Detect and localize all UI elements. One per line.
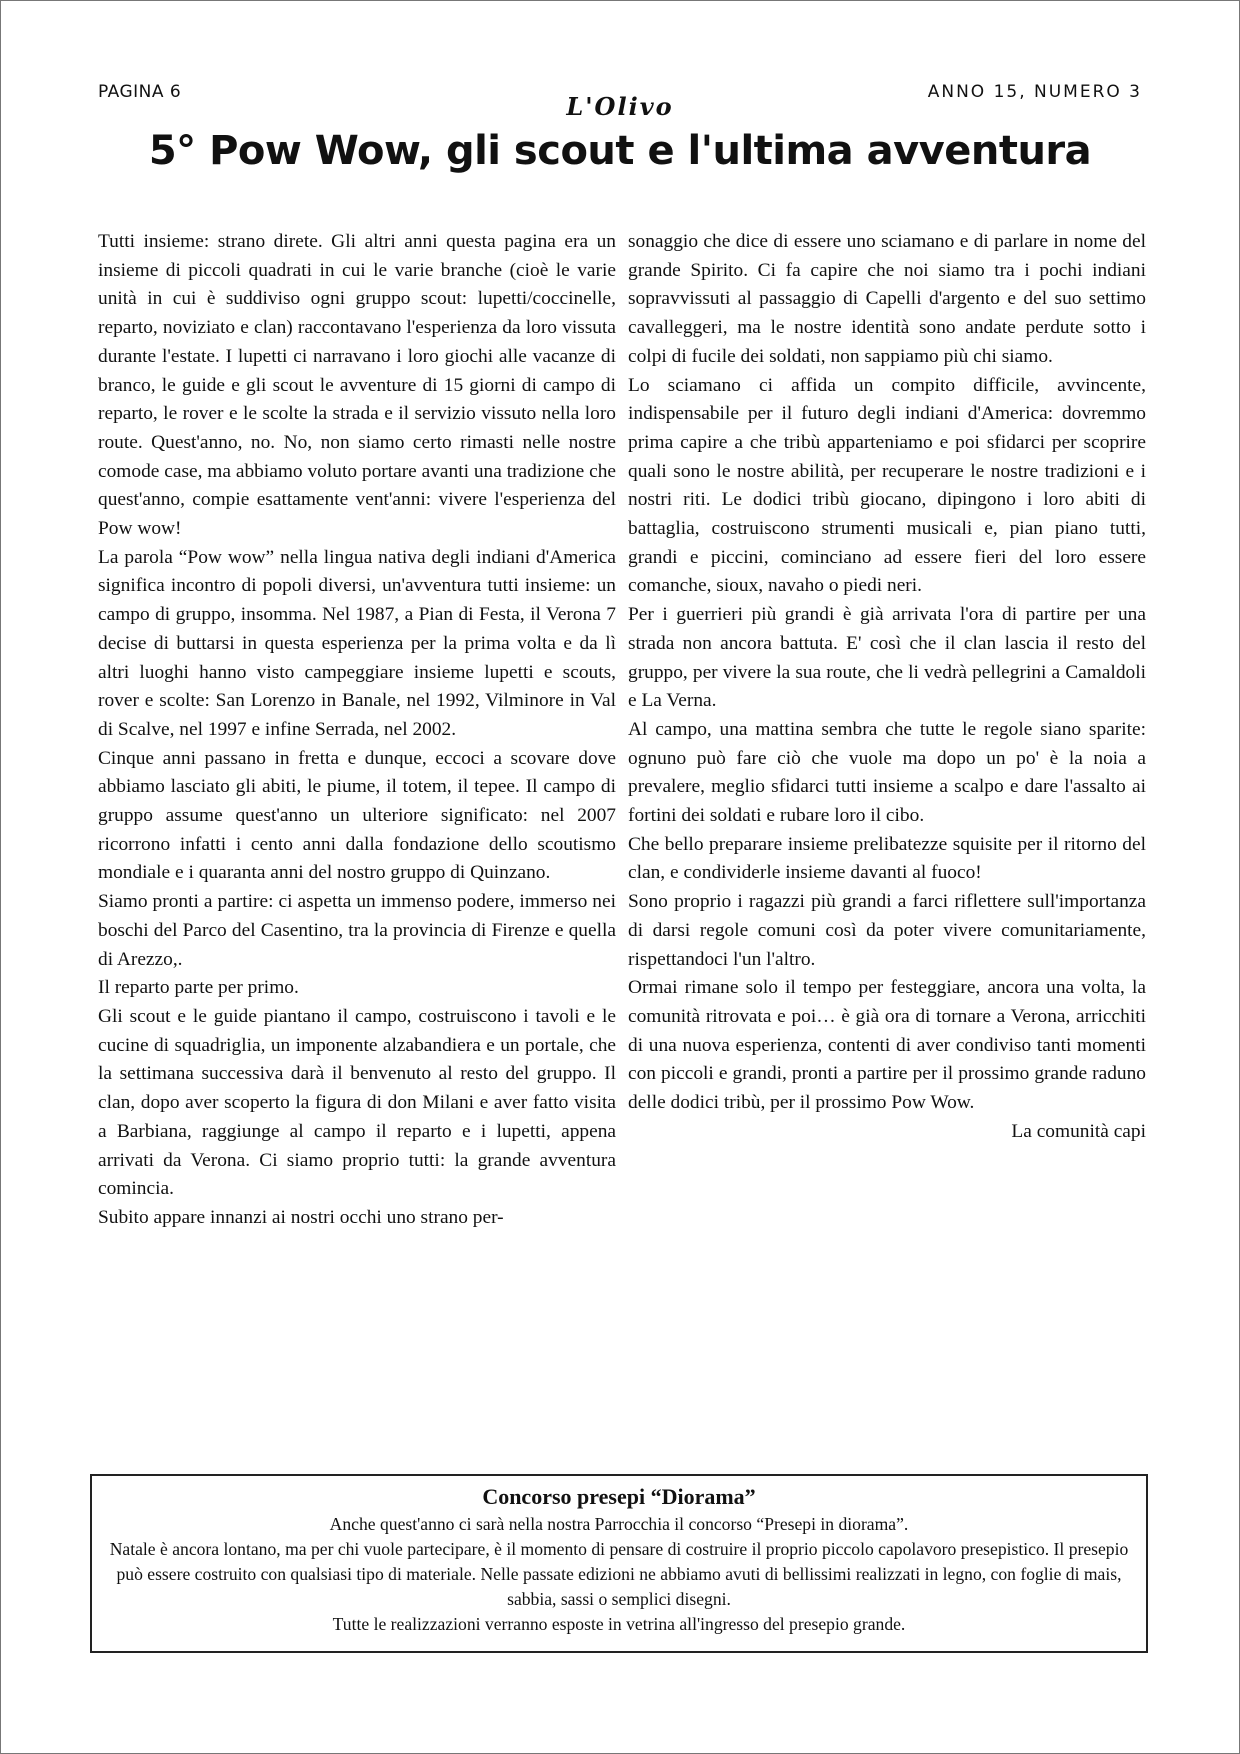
paragraph: Lo sciamano ci affida un compito difficile, avvincente, indispensabile per il futuro degli indiani d'America: dovremmo prima capire a che tribù apparteniamo e poi sfidarci per scoprire quali sono le nostre abilità, per recuperare le nostre tradizioni e i nostri riti. Le dodici tribù giocano, dipingono i loro abiti di battaglia, costruiscono strumenti musicali e, pian piano tutti, grandi e piccini, cominciano ad essere fieri del loro essere comanche, sioux, navaho o piedi neri.: [628, 374, 1146, 597]
paragraph: Il reparto parte per primo.: [98, 977, 299, 999]
paragraph: Tutti insieme: strano direte. Gli altri anni questa pagina era un insieme di piccoli quadrati in cui le varie branche (cioè le varie unità in cui è suddiviso ogni gruppo scout: lupetti/coccinelle, reparto, noviziato e clan) raccontavano l'esperienza da loro vissuta durante l'estate. I lupetti ci narravano i loro giochi alle vacanze di branco, le guide e gli scout le avventure di 15 giorni di campo di reparto, le rover e le scolte la strada e il servizio vissuto nella loro route. Quest'anno, no. No, non siamo certo rimasti nelle nostre comode case, ma abbiamo voluto portare avanti una tradizione che quest'anno, compie esattamente vent'anni: vivere l'esperienza del Pow wow!: [98, 231, 616, 540]
notice-box: [90, 1474, 1148, 1653]
paragraph: Subito appare innanzi ai nostri occhi uno strano per-: [98, 1206, 504, 1228]
paragraph: Ormai rimane solo il tempo per festeggiare, ancora una volta, la comunità ritrovata e poi… è già ora di tornare a Verona, arricchiti di una nuova esperienza, contenti di aver condiviso tanti momenti con piccoli e grandi, pronti a partire per il prossimo grande raduno delle dodici tribù, per il prossimo Pow Wow.: [628, 977, 1146, 1114]
notice-line: Natale è ancora lontano, ma per chi vuole partecipare, è il momento di pensare di costruire il proprio piccolo capolavoro presepistico. Il presepio può essere costruito con qualsiasi tipo di materiale. Nelle passate edizioni ne abbiamo avuti di bellissimi realizzati in legno, con foglie di mais, sabbia, sassi o semplici disegni.: [109, 1539, 1129, 1609]
article-signature: La comunità capi: [1011, 1120, 1146, 1142]
left-column: [98, 228, 616, 1438]
paragraph: Gli scout e le guide piantano il campo, costruiscono i tavoli e le cucine di squadriglia, un imponente alzabandiera e un portale, che la settimana successiva darà il benvenuto al resto del gruppo. Il clan, dopo aver scoperto la figura di don Milani e aver fatto visita a Barbiana, raggiunge al campo il reparto e i lupetti, appena arrivati da Verona. Ci siamo proprio tutti: la grande avventura comincia.: [98, 1005, 616, 1200]
page-header: [98, 82, 1142, 122]
issue-number: ANNO 15, NUMERO 3: [927, 82, 1142, 102]
paragraph: Che bello preparare insieme prelibatezze squisite per il ritorno del clan, e condividerle insieme davanti al fuoco!: [628, 833, 1146, 884]
paragraph: Per i guerrieri più grandi è già arrivata l'ora di partire per una strada non ancora battuta. E' così che il clan lascia il resto del gruppo, per vivere la sua route, che li vedrà pellegrini a Camaldoli e La Verna.: [628, 604, 1146, 712]
masthead: L'Olivo: [566, 92, 674, 121]
page-number: PAGINA 6: [98, 82, 182, 102]
notice-title: Concorso presepi “Diorama”: [482, 1484, 756, 1509]
paragraph: Al campo, una mattina sembra che tutte le regole siano sparite: ognuno può fare ciò che vuole ma dopo un po' è la noia a prevalere, meglio sfidarci tutti insieme a scalpo e dare l'assalto ai fortini dei soldati e rubare loro il cibo.: [628, 718, 1146, 827]
paragraph: sonaggio che dice di essere uno sciamano e di parlare in nome del grande Spirito. Ci fa capire che noi siamo tra i pochi indiani sopravvissuti al passaggio di Capelli d'argento e del suo settimo cavalleggeri, ma le nostre identità sono andate perdute sotto i colpi di fucile dei soldati, non sappiamo più chi siamo.: [628, 231, 1146, 367]
paragraph: Siamo pronti a partire: ci aspetta un immenso podere, immerso nei boschi del Parco del Casentino, tra la provincia di Firenze e quella di Arezzo,.: [98, 891, 616, 970]
notice-line: Tutte le realizzazioni verranno esposte in vetrina all'ingresso del presepio grande.: [332, 1614, 906, 1634]
article-body: [98, 228, 1146, 1438]
paragraph: Sono proprio i ragazzi più grandi a farci riflettere sull'importanza di darsi regole comuni così da poter vivere comunitariamente, rispettandoci l'un l'altro.: [628, 891, 1146, 970]
notice-line: Anche quest'anno ci sarà nella nostra Parrocchia il concorso “Presepi in diorama”.: [329, 1514, 909, 1534]
right-column: [628, 228, 1146, 1438]
paragraph: Cinque anni passano in fretta e dunque, eccoci a scovare dove abbiamo lasciato gli abiti, le piume, il totem, il tepee. Il campo di gruppo assume quest'anno un ulteriore significato: nel 2007 ricorrono infatti i cento anni dalla fondazione dello scoutismo mondiale e i quaranta anni del nostro gruppo di Quinzano.: [98, 747, 616, 884]
article-title: 5° Pow Wow, gli scout e l'ultima avventura: [148, 128, 1092, 174]
paragraph: La parola “Pow wow” nella lingua nativa degli indiani d'America significa incontro di popoli diversi, un'avventura tutti insieme: un campo di gruppo, insomma. Nel 1987, a Pian di Festa, il Verona 7 decise di buttarsi in questa esperienza per la prima volta e da lì altri luoghi hanno visto campeggiare insieme lupetti e scouts, rover e scolte: San Lorenzo in Banale, nel 1992, Vilminore in Val di Scalve, nel 1997 e infine Serrada, nel 2002.: [98, 546, 616, 740]
